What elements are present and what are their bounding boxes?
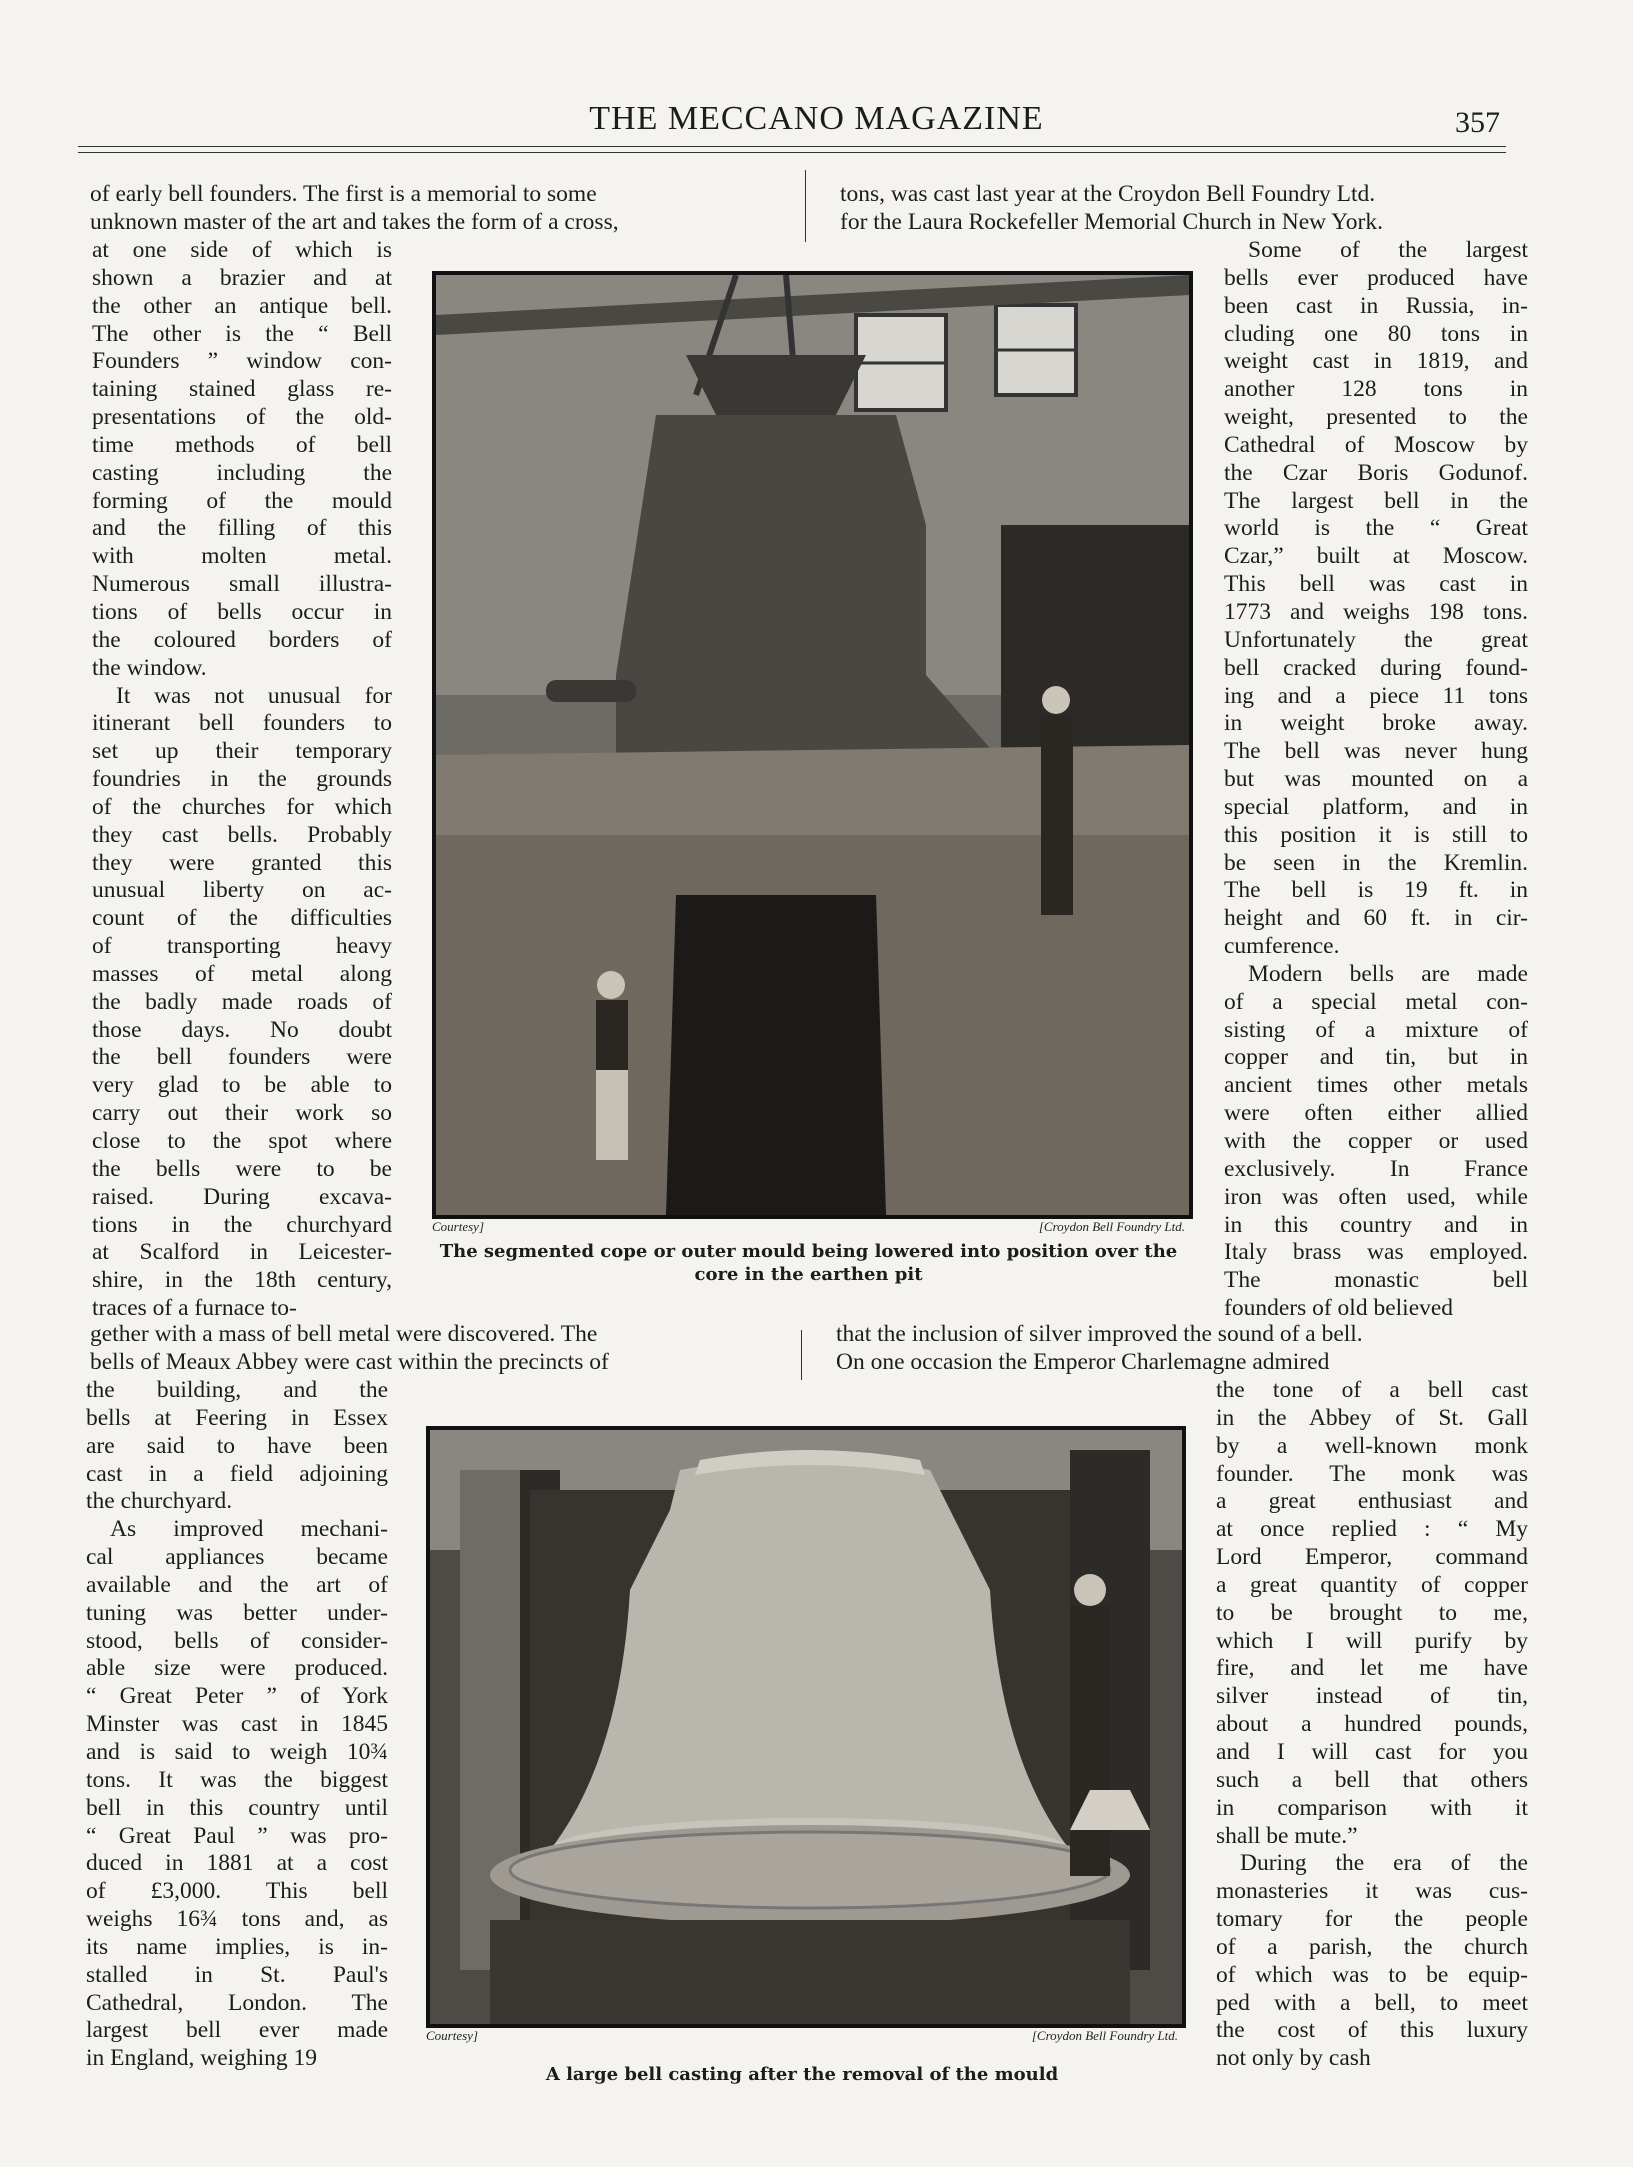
text-line: taining stained glass re- xyxy=(92,376,392,403)
left-column-lower xyxy=(86,1377,388,2073)
text-line: Some of the largest xyxy=(1248,237,1528,263)
running-head: THE MECCANO MAGAZINE xyxy=(589,100,1044,137)
text-line: Cathedral, London. The xyxy=(86,1989,388,2016)
text-line: the coloured borders of xyxy=(92,626,392,653)
text-line: its name implies, is in- xyxy=(86,1933,388,1960)
text-line: shire, in the 18th century, xyxy=(92,1267,392,1294)
text-line: copper and tin, but in xyxy=(1224,1044,1528,1071)
text-line: Numerous small illustra- xyxy=(92,571,392,598)
text-line: not only by cash xyxy=(1216,2045,1371,2072)
text-line: monasteries it was cus- xyxy=(1216,1878,1528,1905)
text-line: count of the difficulties xyxy=(92,905,392,932)
text-line: world is the “ Great xyxy=(1224,515,1528,542)
text-line: iron was often used, while xyxy=(1224,1183,1528,1210)
text-line: tions in the churchyard xyxy=(92,1211,392,1238)
text-line: for the Laura Rockefeller Memorial Church in New York. xyxy=(840,208,1383,235)
text-line: stood, bells of consider- xyxy=(86,1627,388,1654)
text-line: that the inclusion of silver improved the sound of a bell. xyxy=(836,1321,1363,1347)
text-line: such a bell that others xyxy=(1216,1766,1528,1793)
text-line: Italy brass was employed. xyxy=(1224,1239,1528,1266)
text-line: a great enthusiast and xyxy=(1216,1488,1528,1515)
text-line: height and 60 ft. in cir- xyxy=(1224,905,1528,932)
text-line: Minster was cast in 1845 xyxy=(86,1711,388,1738)
text-line: tons. It was the biggest xyxy=(86,1766,388,1793)
text-line: The bell is 19 ft. in xyxy=(1224,877,1528,904)
text-line: “ Great Peter ” of York xyxy=(86,1683,388,1710)
right-column-lower xyxy=(1216,1377,1528,2073)
text-line: weight cast in 1819, and xyxy=(1224,348,1528,375)
text-line: This bell was cast in xyxy=(1224,571,1528,598)
text-line: ing and a piece 11 tons xyxy=(1224,682,1528,709)
text-line: the window. xyxy=(92,654,207,681)
text-line: the bells were to be xyxy=(92,1155,392,1182)
text-line: raised. During excava- xyxy=(92,1183,392,1210)
text-line: Czar,” built at Moscow. xyxy=(1224,543,1528,570)
text-line: in comparison with it xyxy=(1216,1794,1528,1821)
text-line: were often either allied xyxy=(1224,1100,1528,1127)
page-number: 357 xyxy=(1455,106,1500,139)
text-line: but was mounted on a xyxy=(1224,766,1528,793)
text-line: largest bell ever made xyxy=(86,2017,388,2044)
text-line: Lord Emperor, command xyxy=(1216,1544,1528,1571)
photo-large-bell-casting xyxy=(426,1426,1186,2028)
text-line: the churchyard. xyxy=(86,1488,233,1515)
text-line: of a parish, the church xyxy=(1216,1933,1528,1960)
text-line: tons, was cast last year at the Croydon Bell Foundry Ltd. xyxy=(840,181,1376,207)
text-line: gether with a mass of bell metal were discovered. The xyxy=(90,1321,598,1347)
text-line: shall be mute.” xyxy=(1216,1822,1358,1849)
top-span-right xyxy=(840,181,1528,237)
header-rule-thin xyxy=(78,152,1506,153)
text-line: special platform, and in xyxy=(1224,793,1528,820)
text-line: The monastic bell xyxy=(1224,1267,1528,1294)
text-line: bells of Meaux Abbey were cast within the precincts of xyxy=(90,1348,609,1375)
text-line: of which was to be equip- xyxy=(1216,1961,1528,1988)
text-line: by a well-known monk xyxy=(1216,1432,1528,1459)
text-line: are said to have been xyxy=(86,1432,388,1459)
text-line: cal appliances became xyxy=(86,1544,388,1571)
text-line: cluding one 80 tons in xyxy=(1224,320,1528,347)
photo-caption: The segmented cope or outer mould being lowered into position over the core in the earthen pit xyxy=(439,1241,1178,1285)
bell-casting-illustration xyxy=(430,1430,1182,2024)
text-line: and I will cast for you xyxy=(1216,1738,1528,1765)
text-line: unknown master of the art and takes the form of a cross, xyxy=(90,208,619,235)
text-line: of a special metal con- xyxy=(1224,988,1528,1015)
text-line: traces of a furnace to- xyxy=(92,1295,297,1322)
photo-bell-mould-lowered xyxy=(432,271,1193,1219)
text-line: of the churches for which xyxy=(92,793,392,820)
text-line: Unfortunately the great xyxy=(1224,626,1528,653)
text-line: sisting of a mixture of xyxy=(1224,1016,1528,1043)
text-line: very glad to be able to xyxy=(92,1072,392,1099)
text-line: time methods of bell xyxy=(92,431,392,458)
text-line: During the era of the xyxy=(1240,1850,1528,1877)
text-line: those days. No doubt xyxy=(92,1016,392,1043)
text-line: bells ever produced have xyxy=(1224,264,1528,291)
text-line: weight, presented to the xyxy=(1224,404,1528,431)
text-line: shown a brazier and at xyxy=(92,264,392,291)
text-line: foundries in the grounds xyxy=(92,766,392,793)
text-line: the other an antique bell. xyxy=(92,292,392,319)
text-line: the cost of this luxury xyxy=(1216,2017,1528,2044)
text-line: founder. The monk was xyxy=(1216,1460,1528,1487)
text-line: Modern bells are made xyxy=(1248,960,1528,987)
text-line: of £3,000. This bell xyxy=(86,1878,388,1905)
column-rule xyxy=(801,1330,802,1380)
text-line: carry out their work so xyxy=(92,1100,392,1127)
text-line: presentations of the old- xyxy=(92,404,392,431)
text-line: in England, weighing 19 xyxy=(86,2045,318,2072)
text-line: at once replied : “ My xyxy=(1216,1516,1528,1543)
text-line: stalled in St. Paul's xyxy=(86,1961,388,1988)
text-line: tions of bells occur in xyxy=(92,598,392,625)
photo-credit-left: Courtesy] xyxy=(426,2028,478,2043)
middle-span-right xyxy=(836,1321,1528,1377)
text-line: been cast in Russia, in- xyxy=(1224,292,1528,319)
text-line: with molten metal. xyxy=(92,543,392,570)
text-line: bell in this country until xyxy=(86,1794,388,1821)
text-line: a great quantity of copper xyxy=(1216,1571,1528,1598)
text-line: Cathedral of Moscow by xyxy=(1224,431,1528,458)
text-line: and the filling of this xyxy=(92,515,392,542)
text-line: silver instead of tin, xyxy=(1216,1683,1528,1710)
text-line: weighs 16¾ tons and, as xyxy=(86,1906,388,1933)
text-line: which I will purify by xyxy=(1216,1627,1528,1654)
text-line: of early bell founders. The first is a memorial to some xyxy=(90,181,597,207)
text-line: bell cracked during found- xyxy=(1224,654,1528,681)
photo-credit-right: [Croydon Bell Foundry Ltd. xyxy=(1031,2028,1178,2043)
text-line: the Czar Boris Godunof. xyxy=(1224,459,1528,486)
text-line: about a hundred pounds, xyxy=(1216,1711,1528,1738)
text-line: exclusively. In France xyxy=(1224,1155,1528,1182)
text-line: they were granted this xyxy=(92,849,392,876)
text-line: “ Great Paul ” was pro- xyxy=(86,1822,388,1849)
text-line: founders of old believed xyxy=(1224,1295,1454,1322)
text-line: tuning was better under- xyxy=(86,1599,388,1626)
text-line: the tone of a bell cast xyxy=(1216,1377,1528,1403)
right-column-upper xyxy=(1224,237,1528,1323)
text-line: the badly made roads of xyxy=(92,988,392,1015)
text-line: The bell was never hung xyxy=(1224,738,1528,765)
text-line: ped with a bell, to meet xyxy=(1216,1989,1528,2016)
text-line: able size were produced. xyxy=(86,1655,388,1682)
text-line: forming of the mould xyxy=(92,487,392,514)
text-line: with the copper or used xyxy=(1224,1128,1528,1154)
top-span-left xyxy=(90,181,808,237)
photo-caption: A large bell casting after the removal of the mould xyxy=(545,2064,1059,2085)
text-line: masses of metal along xyxy=(92,960,392,987)
text-line: the bell founders were xyxy=(92,1044,392,1071)
text-line: and is said to weigh 10¾ xyxy=(86,1738,388,1765)
header-rule xyxy=(78,146,1506,147)
text-line: On one occasion the Emperor Charlemagne admired xyxy=(836,1348,1330,1375)
text-line: It was not unusual for xyxy=(116,682,392,709)
left-column-upper xyxy=(92,237,392,1323)
text-line: The largest bell in the xyxy=(1224,487,1528,514)
text-line: close to the spot where xyxy=(92,1128,392,1154)
text-line: be seen in the Kremlin. xyxy=(1224,849,1528,876)
text-line: they cast bells. Probably xyxy=(92,821,392,848)
text-line: fire, and let me have xyxy=(1216,1655,1528,1682)
text-line: set up their temporary xyxy=(92,738,392,765)
bell-mould-illustration xyxy=(436,275,1189,1215)
text-line: the building, and the xyxy=(86,1377,388,1403)
text-line: cast in a field adjoining xyxy=(86,1460,388,1487)
text-line: at Scalford in Leicester- xyxy=(92,1239,392,1266)
column-rule xyxy=(805,170,806,242)
text-line: duced in 1881 at a cost xyxy=(86,1850,388,1877)
text-line: in weight broke away. xyxy=(1224,710,1528,737)
text-line: of transporting heavy xyxy=(92,933,392,960)
text-line: As improved mechani- xyxy=(110,1516,388,1543)
text-line: ancient times other metals xyxy=(1224,1072,1528,1099)
text-line: this position it is still to xyxy=(1224,821,1528,848)
text-line: 1773 and weighs 198 tons. xyxy=(1224,598,1528,625)
middle-span-left xyxy=(90,1321,808,1377)
photo-credit-left: Courtesy] xyxy=(432,1219,484,1234)
photo-credit-right: [Croydon Bell Foundry Ltd. xyxy=(1038,1219,1185,1234)
text-line: bells at Feering in Essex xyxy=(86,1404,388,1431)
text-line: casting including the xyxy=(92,459,392,486)
text-line: in the Abbey of St. Gall xyxy=(1216,1404,1528,1431)
text-line: unusual liberty on ac- xyxy=(92,877,392,904)
text-line: at one side of which is xyxy=(92,237,392,263)
text-line: to be brought to me, xyxy=(1216,1599,1528,1626)
text-line: itinerant bell founders to xyxy=(92,710,392,737)
text-line: in this country and in xyxy=(1224,1211,1528,1238)
text-line: cumference. xyxy=(1224,933,1340,960)
text-line: available and the art of xyxy=(86,1571,388,1598)
text-line: tomary for the people xyxy=(1216,1906,1528,1933)
text-line: another 128 tons in xyxy=(1224,376,1528,403)
text-line: Founders ” window con- xyxy=(92,348,392,375)
text-line: The other is the “ Bell xyxy=(92,320,392,347)
